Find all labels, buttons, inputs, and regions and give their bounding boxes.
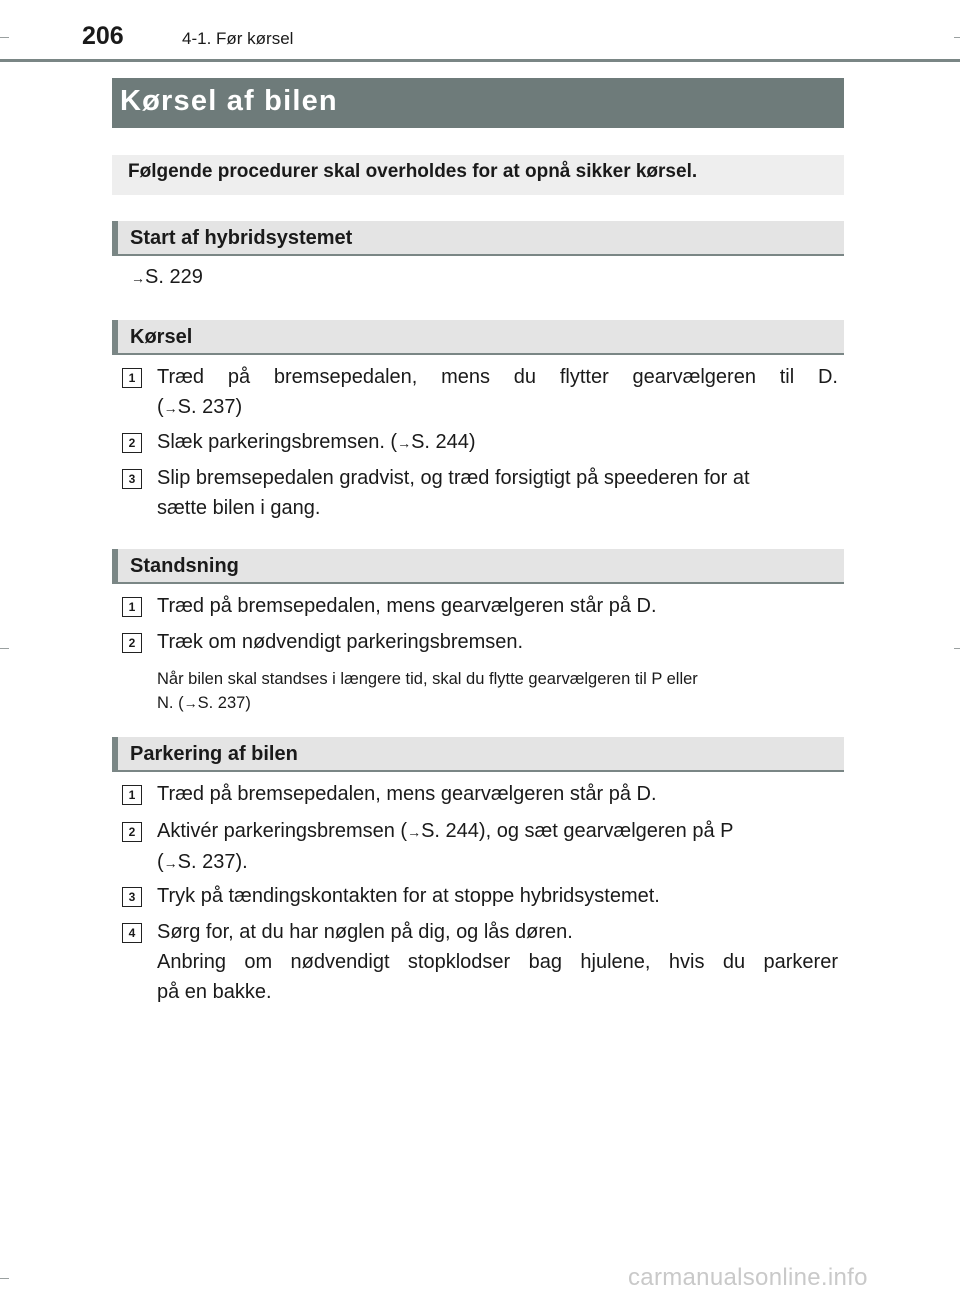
step-text: Træd på bremsepedalen, mens gearvælgeren står på D.: [157, 783, 657, 805]
step-text: Aktivér parkeringsbremsen (→S. 244), og sæt gearvælgeren på P (→S. 237).: [157, 820, 734, 873]
crop-mark: [0, 1278, 9, 1279]
step-number: 2: [122, 433, 142, 453]
page-reference: [131, 266, 203, 289]
step-number: 1: [122, 785, 142, 805]
section-heading-stopping: Standsning: [112, 549, 844, 584]
step-text: Sørg for, at du har nøglen på dig, og lås døren. Anbring om nødvendigt stopklodser bag hjulene, hvis du parkerer på en bakke.: [157, 921, 838, 1003]
arrow-icon: →: [163, 400, 178, 416]
step-line: (→S. 237): [157, 396, 243, 418]
section-heading-driving: Kørsel: [112, 320, 844, 355]
step-number: 3: [122, 469, 142, 489]
crop-mark: [954, 37, 960, 38]
step-text: Slæk parkeringsbremsen. (→S. 244): [157, 431, 476, 453]
step-number: 2: [122, 822, 142, 842]
page-title: Kørsel af bilen: [112, 78, 844, 128]
step-number: 4: [122, 923, 142, 943]
step-text: [157, 362, 838, 423]
section-heading-start: Start af hybridsystemet: [112, 221, 844, 256]
step-number: 1: [122, 368, 142, 388]
crop-mark: [954, 648, 960, 649]
step-number: 3: [122, 887, 142, 907]
step-number: 1: [122, 597, 142, 617]
step-line: Træd på bremsepedalen, mens du flytter gearvælgeren til D.: [157, 366, 838, 388]
step-text: Tryk på tændingskontakten for at stoppe hybridsystemet.: [157, 885, 660, 907]
step-number: 2: [122, 633, 142, 653]
arrow-icon: →: [131, 270, 145, 286]
watermark: carmanualsonline.info: [628, 1264, 868, 1291]
chapter-title: 4-1. Før kørsel: [182, 29, 294, 48]
page-number: 206: [82, 22, 124, 50]
section-heading-parking: Parkering af bilen: [112, 737, 844, 772]
note-text: Når bilen skal standses i længere tid, skal du flytte gearvælgeren til P eller N. (→S. 237): [157, 670, 698, 712]
step-text: Træk om nødvendigt parkeringsbremsen.: [157, 631, 524, 653]
arrow-icon: →: [183, 695, 198, 711]
header-divider: [0, 59, 960, 62]
step-text: Træd på bremsepedalen, mens gearvælgeren står på D.: [157, 595, 657, 617]
step-text: Slip bremsepedalen gradvist, og træd forsigtigt på speederen for at sætte bilen i gang.: [157, 467, 750, 519]
crop-mark: [0, 648, 9, 649]
arrow-icon: →: [163, 855, 178, 871]
arrow-icon: →: [397, 435, 412, 451]
reference-link: S. 229: [145, 266, 203, 288]
arrow-icon: →: [407, 824, 422, 840]
crop-mark: [0, 37, 9, 38]
intro-text: Følgende procedurer skal overholdes for at opnå sikker kørsel.: [112, 155, 844, 195]
